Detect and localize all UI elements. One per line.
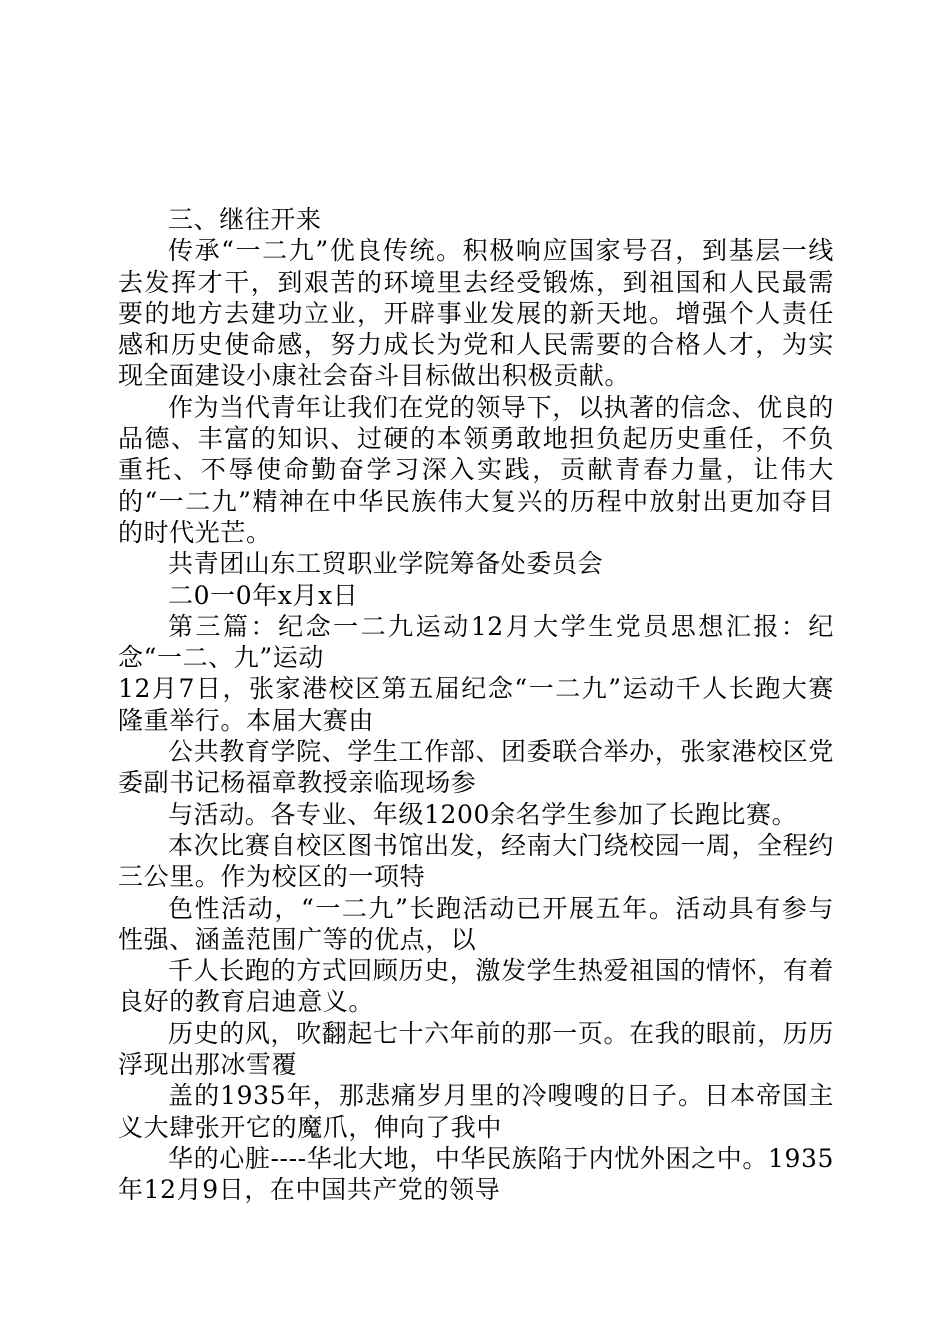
paragraph: 历史的风，吹翻起七十六年前的那一页。在我的眼前，历历浮现出那冰雪覆: [118, 1018, 834, 1080]
paragraph: 色性活动，“一二九”长跑活动已开展五年。活动具有参与性强、涵盖范围广等的优点，以: [118, 893, 834, 954]
paragraph: 传承“一二九”优良传统。积极响应国家号召，到基层一线去发挥才干，到艰苦的环境里去经受锻炼，到祖国和人民最需要的地方去建功立业，开辟事业发展的新天地。增强个人责任感和历史使命感，努力成长为党和人民需要的合格人才，为实现全面建设小康社会奋斗目标做出积极贡献。: [118, 236, 834, 391]
paragraph: 华的心脏----华北大地，中华民族陷于内忧外困之中。1935年12月9日，在中国共产党的领导: [118, 1143, 834, 1205]
paragraph: 12月7日，张家港校区第五届纪念“一二九”运动千人长跑大赛隆重举行。本届大赛由: [118, 674, 834, 735]
paragraph: 盖的1935年，那悲痛岁月里的冷嗖嗖的日子。日本帝国主义大肆张开它的魔爪，伸向了我中: [118, 1081, 834, 1142]
signature-date: 二0一0年x月x日: [168, 580, 359, 610]
paragraph: 千人长跑的方式回顾历史，激发学生热爱祖国的情怀，有着良好的教育启迪意义。: [118, 956, 834, 1017]
document-body: [118, 204, 834, 1206]
article-title: 第三篇：纪念一二九运动12月大学生党员思想汇报：纪念“一二、九”运动: [118, 611, 834, 673]
paragraph: 公共教育学院、学生工作部、团委联合举办，张家港校区党委副书记杨福章教授亲临现场参: [118, 737, 834, 798]
paragraph: 作为当代青年让我们在党的领导下，以执著的信念、优良的品德、丰富的知识、过硬的本领勇敢地担负起历史重任，不负重托、不辱使命勤奋学习深入实践，贡献青春力量，让伟大的“一二九”精神在中华民族伟大复兴的历程中放射出更加夺目的时代光芒。: [118, 392, 834, 547]
signature-organization: 共青团山东工贸职业学院筹备处委员会: [168, 549, 604, 579]
paragraph: 与活动。各专业、年级1200余名学生参加了长跑比赛。: [168, 799, 798, 829]
section-heading: 三、继往开来: [168, 205, 322, 234]
paragraph: 本次比赛自校区图书馆出发，经南大门绕校园一周，全程约三公里。作为校区的一项特: [118, 830, 834, 892]
